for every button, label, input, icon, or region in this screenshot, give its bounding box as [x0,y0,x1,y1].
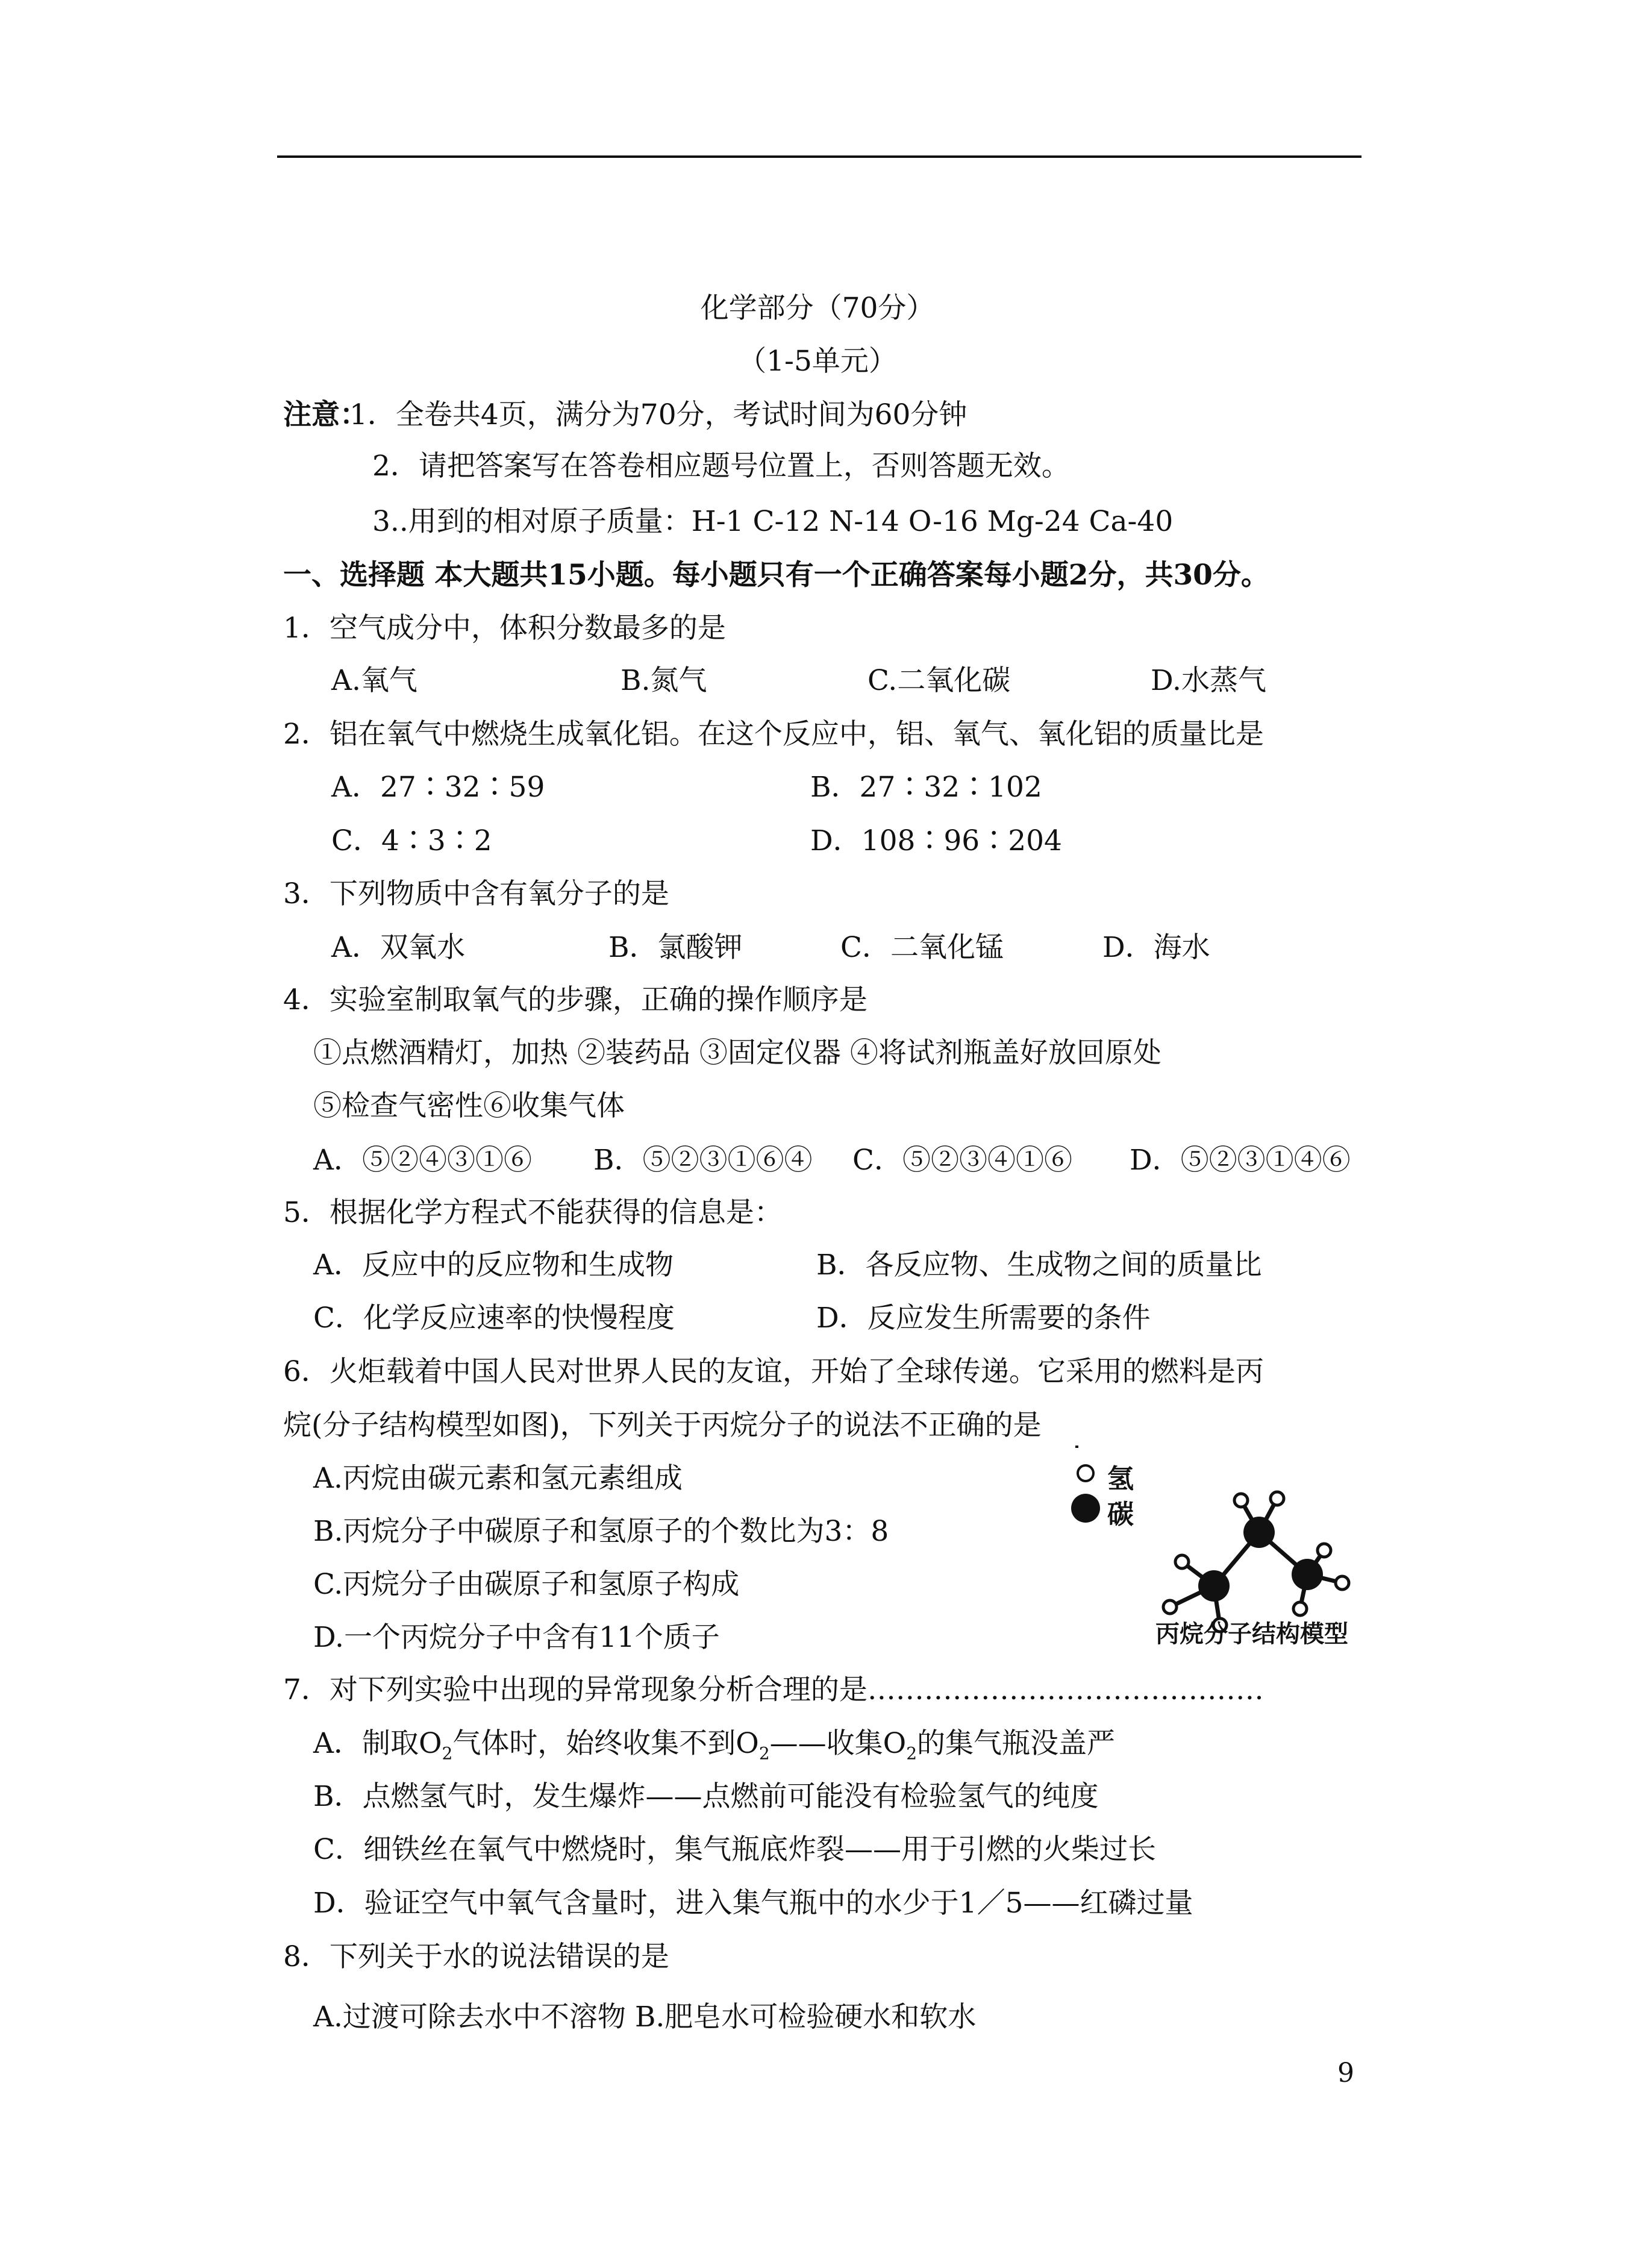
q7-option-d: D．验证空气中氧气含量时，进入集气瓶中的水少于1／5——红磷过量 [313,1887,1193,1920]
q1-stem: 1．空气成分中，体积分数最多的是 [283,612,726,645]
q5-option-d: D．反应发生所需要的条件 [816,1302,1151,1335]
note-item-1: 1．全卷共4页，满分为70分，考试时间为60分钟 [349,398,968,431]
hydrogen-atoms [1163,1492,1349,1632]
carbon-atoms [1198,1517,1323,1602]
page-title: 化学部分（70分） [700,292,935,325]
legend-hydrogen-circle [1078,1465,1093,1481]
q6-stem-line-1: 6．火炬载着中国人民对世界人民的友谊，开始了全球传递。它采用的燃料是丙 [283,1355,1264,1388]
q3-stem: 3．下列物质中含有氧分子的是 [283,877,669,910]
q5-option-b: B．各反应物、生成物之间的质量比 [816,1248,1262,1282]
notes-label: 注意： [283,398,368,431]
note-item-3: 3..用到的相对原子质量：H-1 C-12 N-14 O-16 Mg-24 Ca-40 [372,505,1174,538]
legend-hydrogen-label: 氢 [1107,1464,1134,1494]
q5-option-c: C．化学反应速率的快慢程度 [313,1302,675,1335]
q5-option-a: A．反应中的反应物和生成物 [313,1248,674,1282]
q8-options-ab: A.过渡可除去水中不溶物 B.肥皂水可检验硬水和软水 [313,2000,977,2034]
q6-option-a: A.丙烷由碳元素和氢元素组成 [313,1462,683,1495]
q6-option-d: D.一个丙烷分子中含有11个质子 [313,1621,720,1654]
propane-model-caption: 丙烷分子结构模型 [1155,1620,1348,1648]
q7-option-a: A．制取$O_2$气体时，始终收集不到$O_2——$收集$O_2$的集气瓶没盖严 [313,1727,1116,1764]
q6-option-c: C.丙烷分子由碳原子和氢原子构成 [313,1568,740,1601]
q4-stem: 4．实验室制取氧气的步骤，正确的操作顺序是 [283,983,868,1017]
q2-stem: 2．铝在氧气中燃烧生成氧化铝。在这个反应中，铝、氧气、氧化铝的质量比是 [283,718,1264,751]
q4-option-d: D．⑤②③①④⑥ [1130,1144,1351,1177]
q3-option-b: B．氯酸钾 [608,931,743,964]
q4-option-a: A．⑤②④③①⑥ [313,1144,532,1177]
section-heading: 一、选择题 本大题共15小题。每小题只有一个正确答案每小题2分，共30分。 [283,559,1269,592]
q1-option-a: A.氧气 [331,664,417,697]
note-item-2: 2．请把答案写在答卷相应题号位置上，否则答题无效。 [372,450,1070,483]
page-number: 9 [1337,2058,1354,2088]
q2-option-c: C．4∶3∶2 [331,824,492,857]
q7-option-b: B．点燃氢气时，发生爆炸——点燃前可能没有检验氢气的纯度 [313,1780,1099,1813]
page-subtitle: （1-5单元） [738,345,897,378]
q4-steps-line-2: ⑤检查气密性⑥收集气体 [313,1089,625,1123]
q4-option-c: C．⑤②③④①⑥ [852,1144,1072,1177]
q2-option-a: A．27∶32∶59 [331,771,545,804]
q3-option-d: D．海水 [1102,931,1210,964]
q8-stem: 8．下列关于水的说法错误的是 [283,1940,669,1973]
q3-option-a: A．双氧水 [331,931,465,964]
q5-stem: 5．根据化学方程式不能获得的信息是： [283,1196,783,1229]
q3-option-c: C．二氧化锰 [840,931,1004,964]
q7-option-c: C．细铁丝在氧气中燃烧时，集气瓶底炸裂——用于引燃的火柴过长 [313,1833,1156,1866]
q1-option-d: D.水蒸气 [1151,664,1266,697]
header-rule [277,155,1361,158]
legend-carbon-circle [1071,1494,1100,1523]
q6-option-b: B.丙烷分子中碳原子和氢原子的个数比为3：8 [313,1515,889,1548]
q1-option-c: C.二氧化碳 [868,664,1011,697]
q2-option-b: B．27∶32∶102 [810,771,1042,804]
q1-option-b: B.氮气 [621,664,707,697]
q4-steps-line-1: ①点燃酒精灯，加热 ②装药品 ③固定仪器 ④将试剂瓶盖好放回原处 [313,1036,1161,1070]
q4-option-b: B．⑤②③①⑥④ [593,1144,813,1177]
q7-stem: 7．对下列实验中出现的异常现象分析合理的是…………………………………… [283,1673,1264,1706]
q2-option-d: D．108∶96∶204 [810,824,1062,857]
legend-carbon-label: 碳 [1107,1499,1134,1530]
q6-stem-line-2: 烷(分子结构模型如图)，下列关于丙烷分子的说法不正确的是 [283,1409,1042,1442]
